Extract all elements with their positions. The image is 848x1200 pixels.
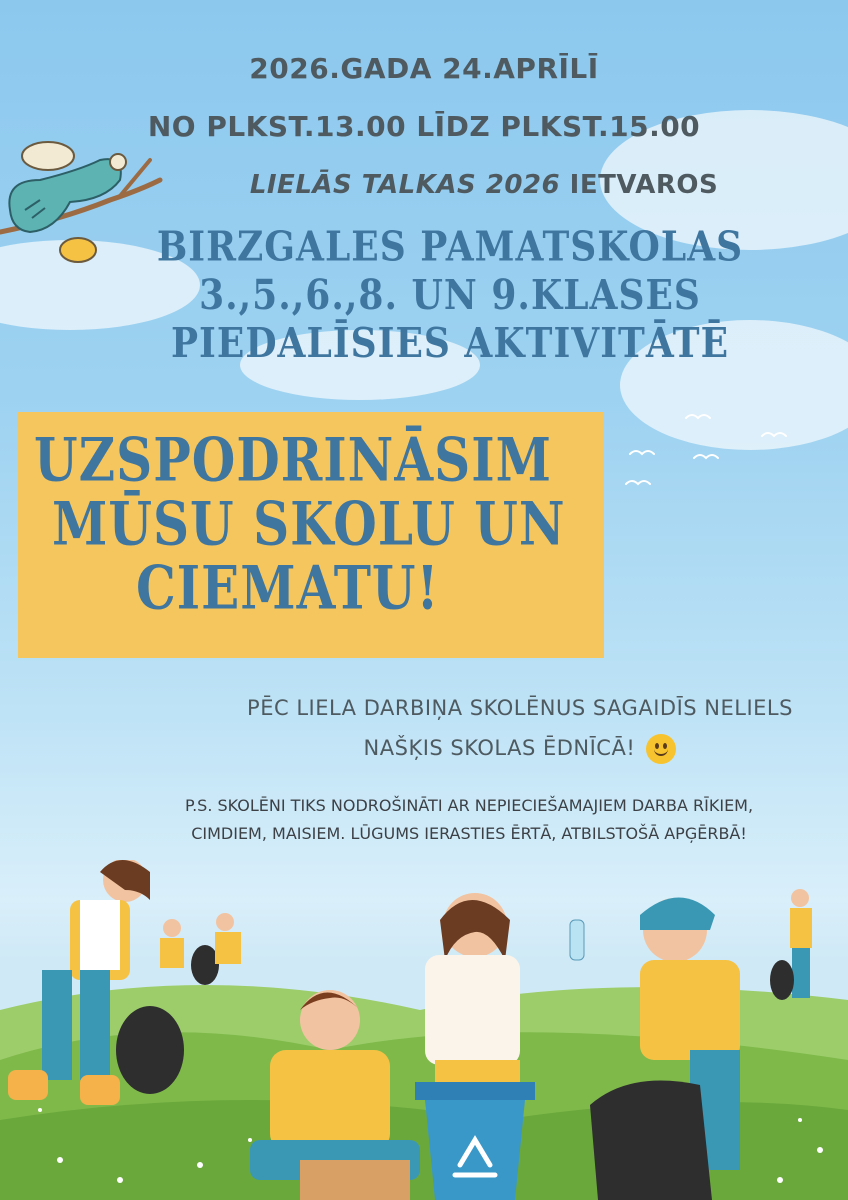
birds-icon xyxy=(620,400,820,500)
ps-note xyxy=(90,792,848,848)
treat-line: PĒC LIELA DARBIŅA SKOLĒNUS SAGAIDĪS NELIELS xyxy=(247,696,793,720)
headline-line: BIRZGALES PAMATSKOLAS xyxy=(156,222,744,271)
headline-line: PIEDALĪSIES AKTIVITĀTĒ xyxy=(170,319,730,368)
smiley-icon xyxy=(646,734,676,764)
treat-notice xyxy=(200,688,840,768)
headline-line: 3.,5.,6.,8. UN 9.KLASES xyxy=(199,270,701,320)
event-time: NO PLKST.13.00 LĪDZ PLKST.15.00 xyxy=(147,110,701,143)
ps-line: CIMDIEM, MAISIEM. LŪGUMS IERASTIES ĒRTĀ, ATBILSTOŠĀ APĢĒRBĀ! xyxy=(191,824,747,843)
treat-line-2 xyxy=(200,728,840,768)
event-context xyxy=(60,170,848,200)
slogan-line: CIEMATU! xyxy=(136,552,440,623)
event-suffix: IETVAROS xyxy=(569,170,719,200)
treat-line-text: NAŠĶIS SKOLAS ĒDNĪCĀ! xyxy=(363,736,636,760)
school-headline xyxy=(100,223,800,368)
ps-line: P.S. SKOLĒNI TIKS NODROŠINĀTI AR NEPIECIEŠAMAJIEM DARBA RĪKIEM, xyxy=(184,796,754,815)
slogan-line: MŪSU SKOLU UN xyxy=(52,488,566,559)
event-date: 2026.GADA 24.APRĪLĪ xyxy=(249,52,599,85)
slogan xyxy=(18,424,604,623)
event-name: LIELĀS TALKAS 2026 xyxy=(249,170,561,200)
slogan-line: UZSPODRINĀSIM xyxy=(34,424,553,495)
cleanup-illustration xyxy=(0,860,848,1200)
